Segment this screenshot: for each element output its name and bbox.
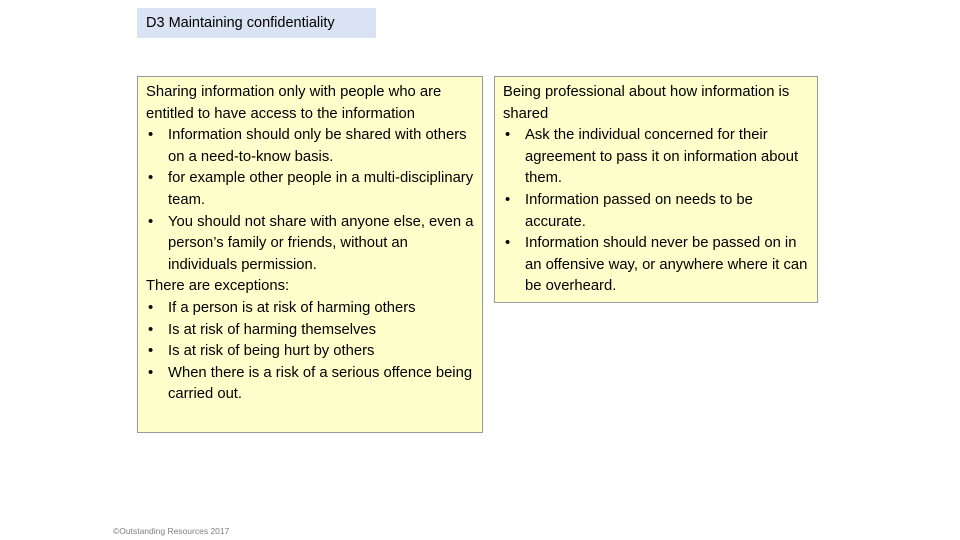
left-text-box [137,76,483,433]
list-item [146,168,474,211]
list-item-text: Information should only be shared with others on a need-to-know basis. [168,127,467,165]
list-item-text: Information passed on needs to be accurate. [525,191,753,230]
list-item-text: Is at risk of being hurt by others [168,343,375,360]
list-item-text: Information should never be passed on in an offensive way, or anywhere where it can be overheard. [525,235,808,295]
right-box-bullet-list [503,125,809,298]
bullet-icon: • [505,127,511,144]
bullet-icon: • [148,321,154,338]
slide-title: D3 Maintaining confidentiality [137,8,376,38]
list-item-text: If a person is at risk of harming others [168,299,416,316]
right-box-heading: Being professional about how information is shared [503,84,790,122]
list-item [146,298,474,320]
left-box-heading: Sharing information only with people who are entitled to have access to the information [146,84,442,122]
bullet-icon: • [505,191,511,208]
list-item [146,341,474,363]
list-item [146,125,474,168]
list-item [503,125,809,190]
bullet-icon: • [148,127,154,144]
copyright-footer: ©Outstanding Resources 2017 [113,526,230,536]
list-item [146,320,474,342]
bullet-icon: • [148,343,154,360]
exceptions-bullet-list [146,298,474,406]
bullet-icon: • [148,170,154,187]
left-box-bullet-list [146,125,474,276]
list-item [146,363,474,406]
list-item-text: Ask the individual concerned for their agreement to pass it on information about them. [525,127,799,187]
list-item-text: Is at risk of harming themselves [168,321,377,338]
bullet-icon: • [148,364,154,381]
bullet-icon: • [148,213,154,230]
list-item-text: for example other people in a multi-disciplinary team. [168,170,474,208]
exceptions-heading: There are exceptions: [146,278,290,295]
list-item [503,233,809,298]
right-text-box [494,76,818,303]
bullet-icon: • [148,299,154,316]
bullet-icon: • [505,235,511,252]
list-item [146,212,474,277]
list-item-text: When there is a risk of a serious offence being carried out. [168,364,473,403]
list-item [503,190,809,233]
list-item-text: You should not share with anyone else, even a person’s family or friends, without an individuals permission. [168,213,474,273]
